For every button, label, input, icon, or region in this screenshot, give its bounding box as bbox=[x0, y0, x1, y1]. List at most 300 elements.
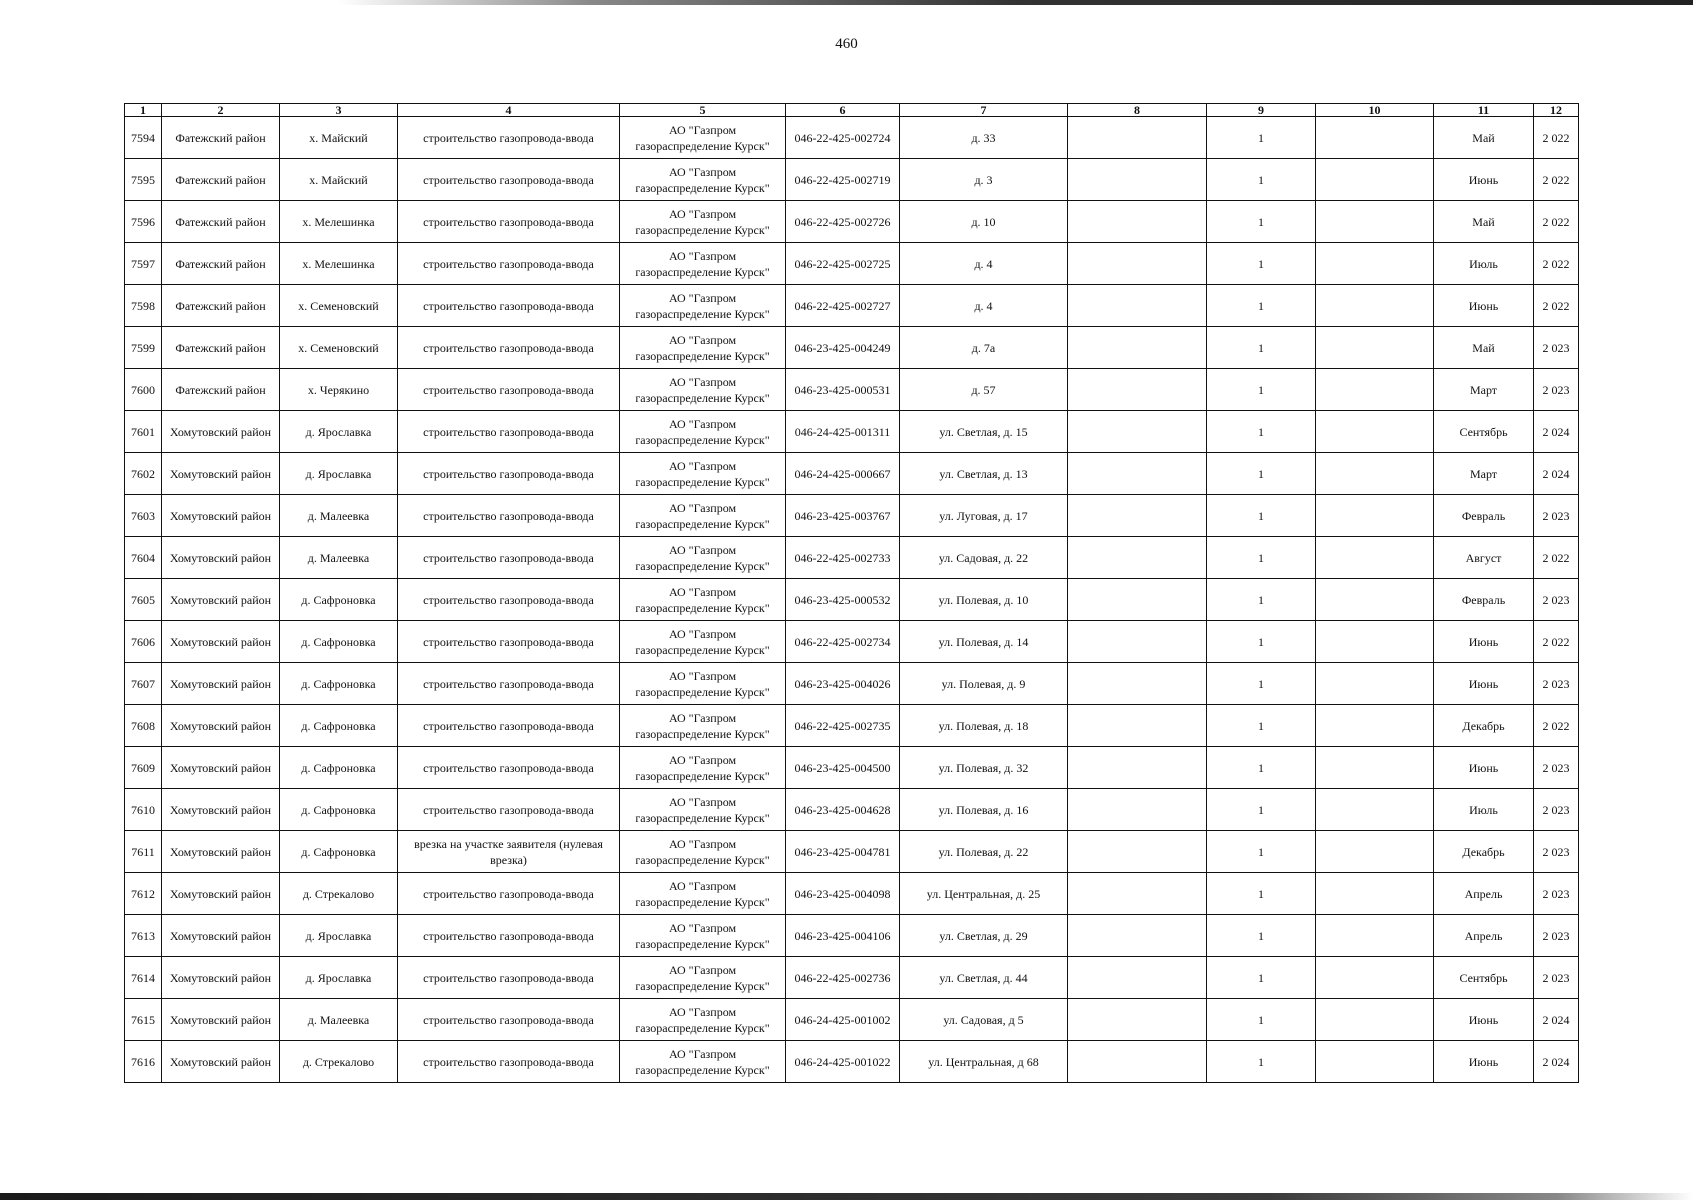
page-number: 460 bbox=[835, 36, 858, 52]
month-cell: Май bbox=[1434, 327, 1534, 369]
work-type-cell: строительство газопровода-ввода bbox=[398, 663, 620, 705]
col10-cell bbox=[1316, 243, 1434, 285]
quantity-cell: 1 bbox=[1207, 1041, 1316, 1083]
locality-cell: д. Ярославка bbox=[280, 453, 398, 495]
organization-cell: АО "Газпром газораспределение Курск" bbox=[620, 537, 786, 579]
locality-cell: д. Сафроновка bbox=[280, 579, 398, 621]
col10-cell bbox=[1316, 411, 1434, 453]
quantity-cell: 1 bbox=[1207, 159, 1316, 201]
row-number-cell: 7605 bbox=[125, 579, 162, 621]
month-cell: Апрель bbox=[1434, 873, 1534, 915]
address-cell: д. 7а bbox=[900, 327, 1068, 369]
organization-cell: АО "Газпром газораспределение Курск" bbox=[620, 579, 786, 621]
month-cell: Май bbox=[1434, 201, 1534, 243]
table-row bbox=[125, 369, 1579, 411]
quantity-cell: 1 bbox=[1207, 957, 1316, 999]
col8-cell bbox=[1068, 201, 1207, 243]
address-cell: д. 10 bbox=[900, 201, 1068, 243]
col8-cell bbox=[1068, 747, 1207, 789]
locality-cell: д. Ярославка bbox=[280, 411, 398, 453]
year-cell: 2 022 bbox=[1534, 159, 1579, 201]
code-cell: 046-22-425-002735 bbox=[786, 705, 900, 747]
locality-cell: х. Мелешинка bbox=[280, 243, 398, 285]
column-number-6: 6 bbox=[786, 104, 900, 117]
district-cell: Фатежский район bbox=[162, 369, 280, 411]
table-row bbox=[125, 789, 1579, 831]
year-cell: 2 023 bbox=[1534, 495, 1579, 537]
table-row bbox=[125, 1041, 1579, 1083]
row-number-cell: 7614 bbox=[125, 957, 162, 999]
district-cell: Хомутовский район bbox=[162, 411, 280, 453]
work-type-cell: строительство газопровода-ввода bbox=[398, 159, 620, 201]
row-number-cell: 7598 bbox=[125, 285, 162, 327]
year-cell: 2 024 bbox=[1534, 453, 1579, 495]
locality-cell: д. Сафроновка bbox=[280, 663, 398, 705]
quantity-cell: 1 bbox=[1207, 747, 1316, 789]
year-cell: 2 022 bbox=[1534, 117, 1579, 159]
row-number-cell: 7613 bbox=[125, 915, 162, 957]
column-number-12: 12 bbox=[1534, 104, 1579, 117]
row-number-cell: 7602 bbox=[125, 453, 162, 495]
year-cell: 2 024 bbox=[1534, 411, 1579, 453]
district-cell: Хомутовский район bbox=[162, 621, 280, 663]
column-number-4: 4 bbox=[398, 104, 620, 117]
col10-cell bbox=[1316, 495, 1434, 537]
year-cell: 2 022 bbox=[1534, 285, 1579, 327]
table-row bbox=[125, 411, 1579, 453]
table-row bbox=[125, 453, 1579, 495]
column-number-row bbox=[125, 104, 1579, 117]
month-cell: Июнь bbox=[1434, 1041, 1534, 1083]
code-cell: 046-24-425-001002 bbox=[786, 999, 900, 1041]
code-cell: 046-22-425-002733 bbox=[786, 537, 900, 579]
year-cell: 2 023 bbox=[1534, 663, 1579, 705]
work-type-cell: строительство газопровода-ввода bbox=[398, 747, 620, 789]
district-cell: Хомутовский район bbox=[162, 1041, 280, 1083]
address-cell: д. 4 bbox=[900, 243, 1068, 285]
organization-cell: АО "Газпром газораспределение Курск" bbox=[620, 705, 786, 747]
table-row bbox=[125, 873, 1579, 915]
work-type-cell: строительство газопровода-ввода bbox=[398, 579, 620, 621]
col10-cell bbox=[1316, 915, 1434, 957]
col8-cell bbox=[1068, 915, 1207, 957]
scan-edge-top bbox=[0, 0, 1693, 5]
col8-cell bbox=[1068, 789, 1207, 831]
locality-cell: д. Малеевка bbox=[280, 495, 398, 537]
locality-cell: д. Сафроновка bbox=[280, 705, 398, 747]
col8-cell bbox=[1068, 621, 1207, 663]
address-cell: ул. Центральная, д 68 bbox=[900, 1041, 1068, 1083]
code-cell: 046-23-425-003767 bbox=[786, 495, 900, 537]
month-cell: Июнь bbox=[1434, 663, 1534, 705]
row-number-cell: 7601 bbox=[125, 411, 162, 453]
row-number-cell: 7610 bbox=[125, 789, 162, 831]
quantity-cell: 1 bbox=[1207, 705, 1316, 747]
year-cell: 2 023 bbox=[1534, 789, 1579, 831]
col10-cell bbox=[1316, 747, 1434, 789]
row-number-cell: 7595 bbox=[125, 159, 162, 201]
work-type-cell: строительство газопровода-ввода bbox=[398, 369, 620, 411]
month-cell: Июнь bbox=[1434, 747, 1534, 789]
col8-cell bbox=[1068, 957, 1207, 999]
quantity-cell: 1 bbox=[1207, 663, 1316, 705]
address-cell: д. 57 bbox=[900, 369, 1068, 411]
table-row bbox=[125, 285, 1579, 327]
col8-cell bbox=[1068, 831, 1207, 873]
row-number-cell: 7603 bbox=[125, 495, 162, 537]
month-cell: Июнь bbox=[1434, 621, 1534, 663]
year-cell: 2 024 bbox=[1534, 999, 1579, 1041]
column-number-3: 3 bbox=[280, 104, 398, 117]
address-cell: ул. Полевая, д. 32 bbox=[900, 747, 1068, 789]
col8-cell bbox=[1068, 159, 1207, 201]
row-number-cell: 7604 bbox=[125, 537, 162, 579]
quantity-cell: 1 bbox=[1207, 915, 1316, 957]
row-number-cell: 7606 bbox=[125, 621, 162, 663]
col10-cell bbox=[1316, 621, 1434, 663]
address-cell: ул. Полевая, д. 14 bbox=[900, 621, 1068, 663]
address-cell: ул. Светлая, д. 44 bbox=[900, 957, 1068, 999]
col8-cell bbox=[1068, 495, 1207, 537]
address-cell: д. 3 bbox=[900, 159, 1068, 201]
col10-cell bbox=[1316, 285, 1434, 327]
work-type-cell: строительство газопровода-ввода bbox=[398, 453, 620, 495]
col8-cell bbox=[1068, 369, 1207, 411]
organization-cell: АО "Газпром газораспределение Курск" bbox=[620, 369, 786, 411]
col10-cell bbox=[1316, 537, 1434, 579]
organization-cell: АО "Газпром газораспределение Курск" bbox=[620, 915, 786, 957]
month-cell: Сентябрь bbox=[1434, 411, 1534, 453]
column-number-8: 8 bbox=[1068, 104, 1207, 117]
col8-cell bbox=[1068, 999, 1207, 1041]
address-cell: ул. Полевая, д. 9 bbox=[900, 663, 1068, 705]
column-number-9: 9 bbox=[1207, 104, 1316, 117]
quantity-cell: 1 bbox=[1207, 831, 1316, 873]
code-cell: 046-23-425-004106 bbox=[786, 915, 900, 957]
col10-cell bbox=[1316, 705, 1434, 747]
locality-cell: д. Ярославка bbox=[280, 957, 398, 999]
address-cell: ул. Светлая, д. 13 bbox=[900, 453, 1068, 495]
work-type-cell: строительство газопровода-ввода bbox=[398, 327, 620, 369]
column-number-10: 10 bbox=[1316, 104, 1434, 117]
month-cell: Июль bbox=[1434, 243, 1534, 285]
work-type-cell: строительство газопровода-ввода bbox=[398, 999, 620, 1041]
code-cell: 046-23-425-004249 bbox=[786, 327, 900, 369]
year-cell: 2 023 bbox=[1534, 747, 1579, 789]
row-number-cell: 7609 bbox=[125, 747, 162, 789]
year-cell: 2 023 bbox=[1534, 957, 1579, 999]
work-type-cell: строительство газопровода-ввода bbox=[398, 537, 620, 579]
table-row bbox=[125, 999, 1579, 1041]
locality-cell: х. Майский bbox=[280, 159, 398, 201]
organization-cell: АО "Газпром газораспределение Курск" bbox=[620, 411, 786, 453]
code-cell: 046-22-425-002725 bbox=[786, 243, 900, 285]
year-cell: 2 023 bbox=[1534, 873, 1579, 915]
address-cell: ул. Луговая, д. 17 bbox=[900, 495, 1068, 537]
work-type-cell: строительство газопровода-ввода bbox=[398, 621, 620, 663]
table-row bbox=[125, 915, 1579, 957]
month-cell: Август bbox=[1434, 537, 1534, 579]
district-cell: Хомутовский район bbox=[162, 537, 280, 579]
code-cell: 046-23-425-004628 bbox=[786, 789, 900, 831]
organization-cell: АО "Газпром газораспределение Курск" bbox=[620, 957, 786, 999]
year-cell: 2 022 bbox=[1534, 705, 1579, 747]
row-number-cell: 7611 bbox=[125, 831, 162, 873]
district-cell: Фатежский район bbox=[162, 159, 280, 201]
year-cell: 2 023 bbox=[1534, 579, 1579, 621]
work-type-cell: строительство газопровода-ввода bbox=[398, 495, 620, 537]
work-type-cell: строительство газопровода-ввода bbox=[398, 915, 620, 957]
quantity-cell: 1 bbox=[1207, 201, 1316, 243]
col8-cell bbox=[1068, 327, 1207, 369]
month-cell: Июль bbox=[1434, 789, 1534, 831]
col10-cell bbox=[1316, 579, 1434, 621]
district-cell: Хомутовский район bbox=[162, 705, 280, 747]
code-cell: 046-24-425-001311 bbox=[786, 411, 900, 453]
table-row bbox=[125, 159, 1579, 201]
column-number-7: 7 bbox=[900, 104, 1068, 117]
district-cell: Фатежский район bbox=[162, 201, 280, 243]
quantity-cell: 1 bbox=[1207, 117, 1316, 159]
district-cell: Хомутовский район bbox=[162, 831, 280, 873]
work-type-cell: строительство газопровода-ввода bbox=[398, 873, 620, 915]
quantity-cell: 1 bbox=[1207, 285, 1316, 327]
district-cell: Хомутовский район bbox=[162, 999, 280, 1041]
quantity-cell: 1 bbox=[1207, 537, 1316, 579]
locality-cell: х. Черякино bbox=[280, 369, 398, 411]
month-cell: Февраль bbox=[1434, 579, 1534, 621]
district-cell: Хомутовский район bbox=[162, 495, 280, 537]
district-cell: Хомутовский район bbox=[162, 663, 280, 705]
year-cell: 2 022 bbox=[1534, 243, 1579, 285]
organization-cell: АО "Газпром газораспределение Курск" bbox=[620, 999, 786, 1041]
locality-cell: х. Майский bbox=[280, 117, 398, 159]
year-cell: 2 024 bbox=[1534, 1041, 1579, 1083]
code-cell: 046-22-425-002726 bbox=[786, 201, 900, 243]
table-row bbox=[125, 831, 1579, 873]
organization-cell: АО "Газпром газораспределение Курск" bbox=[620, 789, 786, 831]
row-number-cell: 7607 bbox=[125, 663, 162, 705]
organization-cell: АО "Газпром газораспределение Курск" bbox=[620, 1041, 786, 1083]
locality-cell: д. Стрекалово bbox=[280, 1041, 398, 1083]
registry-table bbox=[124, 103, 1579, 1083]
table-row bbox=[125, 957, 1579, 999]
quantity-cell: 1 bbox=[1207, 999, 1316, 1041]
col10-cell bbox=[1316, 789, 1434, 831]
address-cell: ул. Светлая, д. 15 bbox=[900, 411, 1068, 453]
address-cell: ул. Полевая, д. 16 bbox=[900, 789, 1068, 831]
quantity-cell: 1 bbox=[1207, 579, 1316, 621]
organization-cell: АО "Газпром газораспределение Курск" bbox=[620, 495, 786, 537]
year-cell: 2 023 bbox=[1534, 327, 1579, 369]
address-cell: ул. Полевая, д. 22 bbox=[900, 831, 1068, 873]
code-cell: 046-22-425-002719 bbox=[786, 159, 900, 201]
district-cell: Хомутовский район bbox=[162, 747, 280, 789]
col8-cell bbox=[1068, 453, 1207, 495]
locality-cell: д. Сафроновка bbox=[280, 789, 398, 831]
code-cell: 046-22-425-002736 bbox=[786, 957, 900, 999]
month-cell: Февраль bbox=[1434, 495, 1534, 537]
col8-cell bbox=[1068, 873, 1207, 915]
district-cell: Хомутовский район bbox=[162, 789, 280, 831]
row-number-cell: 7608 bbox=[125, 705, 162, 747]
district-cell: Хомутовский район bbox=[162, 957, 280, 999]
month-cell: Июнь bbox=[1434, 159, 1534, 201]
district-cell: Фатежский район bbox=[162, 243, 280, 285]
row-number-cell: 7599 bbox=[125, 327, 162, 369]
quantity-cell: 1 bbox=[1207, 243, 1316, 285]
row-number-cell: 7612 bbox=[125, 873, 162, 915]
code-cell: 046-23-425-004098 bbox=[786, 873, 900, 915]
column-number-2: 2 bbox=[162, 104, 280, 117]
row-number-cell: 7615 bbox=[125, 999, 162, 1041]
code-cell: 046-22-425-002734 bbox=[786, 621, 900, 663]
quantity-cell: 1 bbox=[1207, 369, 1316, 411]
work-type-cell: строительство газопровода-ввода bbox=[398, 411, 620, 453]
district-cell: Фатежский район bbox=[162, 285, 280, 327]
month-cell: Апрель bbox=[1434, 915, 1534, 957]
table-row bbox=[125, 201, 1579, 243]
month-cell: Май bbox=[1434, 117, 1534, 159]
table-body bbox=[125, 117, 1579, 1083]
work-type-cell: строительство газопровода-ввода bbox=[398, 117, 620, 159]
code-cell: 046-23-425-000531 bbox=[786, 369, 900, 411]
column-number-1: 1 bbox=[125, 104, 162, 117]
organization-cell: АО "Газпром газораспределение Курск" bbox=[620, 747, 786, 789]
table-row bbox=[125, 243, 1579, 285]
table-row bbox=[125, 705, 1579, 747]
month-cell: Декабрь bbox=[1434, 705, 1534, 747]
locality-cell: х. Семеновский bbox=[280, 285, 398, 327]
col8-cell bbox=[1068, 663, 1207, 705]
month-cell: Декабрь bbox=[1434, 831, 1534, 873]
locality-cell: д. Сафроновка bbox=[280, 621, 398, 663]
district-cell: Хомутовский район bbox=[162, 579, 280, 621]
column-number-11: 11 bbox=[1434, 104, 1534, 117]
organization-cell: АО "Газпром газораспределение Курск" bbox=[620, 117, 786, 159]
quantity-cell: 1 bbox=[1207, 495, 1316, 537]
code-cell: 046-23-425-004781 bbox=[786, 831, 900, 873]
col8-cell bbox=[1068, 117, 1207, 159]
year-cell: 2 022 bbox=[1534, 201, 1579, 243]
work-type-cell: строительство газопровода-ввода bbox=[398, 285, 620, 327]
table-row bbox=[125, 747, 1579, 789]
code-cell: 046-23-425-004500 bbox=[786, 747, 900, 789]
quantity-cell: 1 bbox=[1207, 873, 1316, 915]
organization-cell: АО "Газпром газораспределение Курск" bbox=[620, 285, 786, 327]
organization-cell: АО "Газпром газораспределение Курск" bbox=[620, 159, 786, 201]
address-cell: д. 4 bbox=[900, 285, 1068, 327]
col10-cell bbox=[1316, 831, 1434, 873]
scan-edge-bottom bbox=[0, 1193, 1693, 1200]
col10-cell bbox=[1316, 327, 1434, 369]
quantity-cell: 1 bbox=[1207, 411, 1316, 453]
col10-cell bbox=[1316, 1041, 1434, 1083]
organization-cell: АО "Газпром газораспределение Курск" bbox=[620, 831, 786, 873]
col10-cell bbox=[1316, 201, 1434, 243]
year-cell: 2 022 bbox=[1534, 537, 1579, 579]
locality-cell: д. Малеевка bbox=[280, 537, 398, 579]
col8-cell bbox=[1068, 411, 1207, 453]
work-type-cell: строительство газопровода-ввода bbox=[398, 957, 620, 999]
table-row bbox=[125, 537, 1579, 579]
table-row bbox=[125, 663, 1579, 705]
organization-cell: АО "Газпром газораспределение Курск" bbox=[620, 201, 786, 243]
year-cell: 2 023 bbox=[1534, 915, 1579, 957]
year-cell: 2 022 bbox=[1534, 621, 1579, 663]
month-cell: Март bbox=[1434, 453, 1534, 495]
table-row bbox=[125, 621, 1579, 663]
col10-cell bbox=[1316, 159, 1434, 201]
col8-cell bbox=[1068, 1041, 1207, 1083]
quantity-cell: 1 bbox=[1207, 327, 1316, 369]
col8-cell bbox=[1068, 285, 1207, 327]
row-number-cell: 7596 bbox=[125, 201, 162, 243]
organization-cell: АО "Газпром газораспределение Курск" bbox=[620, 453, 786, 495]
district-cell: Фатежский район bbox=[162, 327, 280, 369]
quantity-cell: 1 bbox=[1207, 453, 1316, 495]
row-number-cell: 7616 bbox=[125, 1041, 162, 1083]
organization-cell: АО "Газпром газораспределение Курск" bbox=[620, 327, 786, 369]
month-cell: Июнь bbox=[1434, 999, 1534, 1041]
code-cell: 046-23-425-000532 bbox=[786, 579, 900, 621]
month-cell: Июнь bbox=[1434, 285, 1534, 327]
locality-cell: х. Семеновский bbox=[280, 327, 398, 369]
work-type-cell: строительство газопровода-ввода bbox=[398, 243, 620, 285]
locality-cell: д. Сафроновка bbox=[280, 747, 398, 789]
work-type-cell: врезка на участке заявителя (нулевая врезка) bbox=[398, 831, 620, 873]
district-cell: Хомутовский район bbox=[162, 915, 280, 957]
col8-cell bbox=[1068, 243, 1207, 285]
quantity-cell: 1 bbox=[1207, 789, 1316, 831]
district-cell: Хомутовский район bbox=[162, 453, 280, 495]
organization-cell: АО "Газпром газораспределение Курск" bbox=[620, 873, 786, 915]
district-cell: Хомутовский район bbox=[162, 873, 280, 915]
month-cell: Март bbox=[1434, 369, 1534, 411]
address-cell: ул. Садовая, д. 22 bbox=[900, 537, 1068, 579]
year-cell: 2 023 bbox=[1534, 831, 1579, 873]
month-cell: Сентябрь bbox=[1434, 957, 1534, 999]
col10-cell bbox=[1316, 999, 1434, 1041]
col8-cell bbox=[1068, 537, 1207, 579]
table-row bbox=[125, 117, 1579, 159]
row-number-cell: 7597 bbox=[125, 243, 162, 285]
organization-cell: АО "Газпром газораспределение Курск" bbox=[620, 663, 786, 705]
col8-cell bbox=[1068, 705, 1207, 747]
code-cell: 046-24-425-001022 bbox=[786, 1041, 900, 1083]
district-cell: Фатежский район bbox=[162, 117, 280, 159]
work-type-cell: строительство газопровода-ввода bbox=[398, 201, 620, 243]
address-cell: ул. Полевая, д. 18 bbox=[900, 705, 1068, 747]
locality-cell: д. Сафроновка bbox=[280, 831, 398, 873]
row-number-cell: 7600 bbox=[125, 369, 162, 411]
locality-cell: д. Ярославка bbox=[280, 915, 398, 957]
col10-cell bbox=[1316, 117, 1434, 159]
address-cell: ул. Светлая, д. 29 bbox=[900, 915, 1068, 957]
locality-cell: д. Стрекалово bbox=[280, 873, 398, 915]
organization-cell: АО "Газпром газораспределение Курск" bbox=[620, 243, 786, 285]
col10-cell bbox=[1316, 453, 1434, 495]
work-type-cell: строительство газопровода-ввода bbox=[398, 705, 620, 747]
column-number-5: 5 bbox=[620, 104, 786, 117]
row-number-cell: 7594 bbox=[125, 117, 162, 159]
locality-cell: д. Малеевка bbox=[280, 999, 398, 1041]
code-cell: 046-22-425-002724 bbox=[786, 117, 900, 159]
quantity-cell: 1 bbox=[1207, 621, 1316, 663]
table-row bbox=[125, 327, 1579, 369]
organization-cell: АО "Газпром газораспределение Курск" bbox=[620, 621, 786, 663]
table-row bbox=[125, 579, 1579, 621]
